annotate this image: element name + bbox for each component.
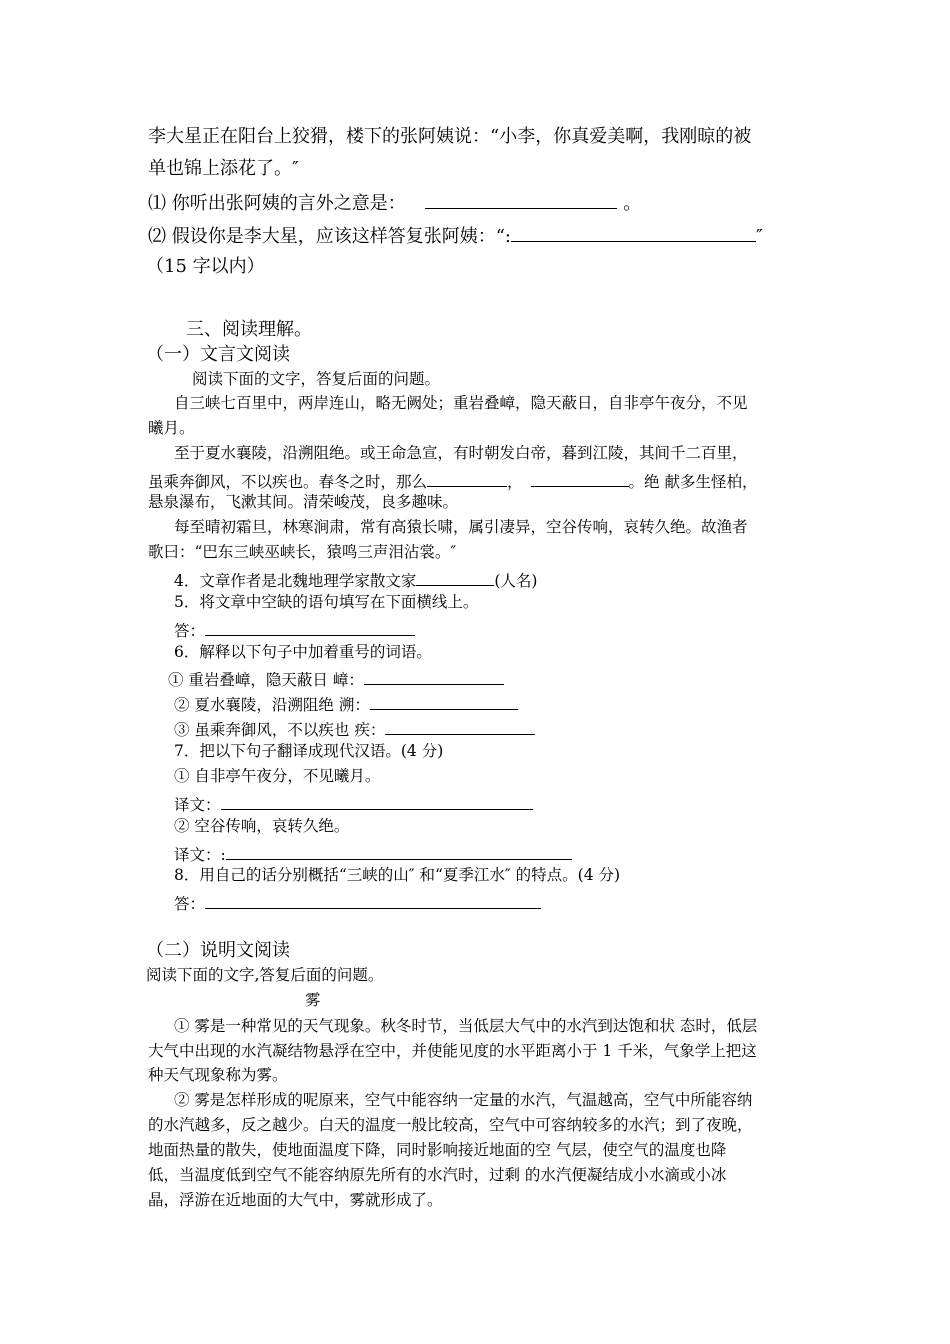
passage-line: 歌曰：“巴东三峡巫峡长，猿鸣三声泪沾裳。″ [148, 543, 457, 561]
question-7: 7．把以下句子翻译成现代汉语。(4 分) [174, 742, 444, 760]
question-5-answer [174, 620, 415, 640]
question-6-item-2 [174, 694, 518, 714]
article-line: 晶，浮游在近地面的大气中，雾就形成了。 [148, 1191, 443, 1209]
question-4-end: (人名) [494, 572, 538, 590]
translation-label: 译文： [174, 796, 221, 814]
passage-text: 虽乘奔御风，不以疾也。春冬之时，那么 [148, 473, 428, 491]
passage-comma: ， [507, 473, 523, 491]
prev-subquestion-2 [148, 226, 763, 246]
article-line: 低，当温度低到空气不能容纳原先所有的水汽时，过剩 的水汽便凝结成小水滴或小冰 [148, 1166, 727, 1184]
question-5: 5．将文章中空缺的语句填写在下面横线上。 [174, 593, 479, 611]
passage-line: 曦月。 [148, 419, 195, 437]
article-line: ② 雾是怎样形成的呢原来，空气中能容纳一定量的水汽，气温越高，空气中所能容纳 [174, 1091, 753, 1109]
question-4 [174, 570, 537, 590]
question-6-item-1-blank[interactable] [364, 669, 504, 685]
question-8-blank[interactable] [205, 893, 541, 909]
question-7-item-1-blank[interactable] [221, 794, 533, 810]
answer-label: 答： [174, 622, 206, 640]
section-title: 三、阅读理解。 [186, 319, 312, 340]
passage-blank-1[interactable] [427, 471, 507, 487]
passage-line: 至于夏水襄陵，沿溯阻绝。或王命急宣，有时朝发白帝，暮到江陵，其间千二百里， [174, 444, 748, 462]
part2-title: （二）说明文阅读 [146, 940, 290, 961]
question-4-blank[interactable] [416, 570, 494, 586]
question-6-item-2-blank[interactable] [370, 694, 518, 710]
subquestion-2-answer-blank[interactable] [511, 226, 756, 242]
passage-line: 每至晴初霜旦，林寒涧肃，常有高猿长啸，属引凄异，空谷传响，哀转久绝。故渔者 [174, 518, 748, 536]
article-line: ① 雾是一种常见的天气现象。秋冬时节，当低层大气中的水汽到达饱和状 态时，低层 [174, 1017, 758, 1035]
question-6-item-3 [174, 719, 535, 739]
passage-blank-2[interactable] [531, 471, 629, 487]
question-4-label: 4．文章作者是北魏地理学家散文家 [174, 572, 417, 590]
question-7-item-1: ① 自非亭午夜分，不见曦月。 [174, 767, 381, 785]
prev-question-text-line2: 单也锦上添花了。″ [148, 158, 299, 179]
passage-text: 。绝 献多生怪柏， [628, 473, 758, 491]
article-title: 雾 [305, 991, 321, 1009]
question-8: 8．用自己的话分别概括“三峡的山″ 和“夏季江水″ 的特点。(4 分) [174, 866, 621, 884]
subquestion-2-end: ″ [756, 226, 763, 247]
subquestion-2-label: ⑵ 假设你是李大星，应该这样答复张阿姨：“: [148, 226, 511, 247]
article-line: 种天气现象称为雾。 [148, 1066, 288, 1084]
question-6-item-3-label: ③ 虽乘奔御风，不以疾也 疾： [174, 721, 386, 739]
question-7-item-2-answer [174, 844, 572, 864]
question-6-item-3-blank[interactable] [385, 719, 535, 735]
passage-line-with-blanks [148, 471, 757, 491]
question-8-answer [174, 893, 541, 913]
part2-instruction: 阅读下面的文字,答复后面的问题。 [146, 966, 384, 984]
question-6-item-1 [168, 669, 504, 689]
question-7-item-2: ② 空谷传响，哀转久绝。 [174, 817, 350, 835]
passage-line: 自三峡七百里中，两岸连山，略无阙处；重岩叠嶂，隐天蔽日，自非亭午夜分，不见 [174, 394, 748, 412]
question-5-blank[interactable] [205, 620, 415, 636]
subquestion-2-note: （15 字以内） [146, 256, 265, 277]
article-line: 大气中出现的水汽凝结物悬浮在空中，并使能见度的水平距离小于 1 千米，气象学上把这 [148, 1042, 757, 1060]
answer-label: 答： [174, 895, 206, 913]
article-line: 地面热量的散失，使地面温度下降，同时影响接近地面的空 气层，使空气的温度也降 [148, 1141, 727, 1159]
article-line: 的水汽越多，反之越少。白天的温度一般比较高，空气中可容纳较多的水汽；到了夜晚， [148, 1116, 753, 1134]
translation-label: 译文：: [174, 846, 226, 864]
prev-question-text-line1: 李大星正在阳台上狡猾，楼下的张阿姨说：“小李，你真爱美啊，我刚晾的被 [148, 126, 752, 147]
question-7-item-1-answer [174, 794, 533, 814]
question-6-item-2-label: ② 夏水襄陵，沿溯阻绝 溯： [174, 696, 370, 714]
passage-line: 悬泉瀑布，飞漱其间。清荣峻茂，良多趣味。 [148, 493, 459, 511]
prev-subquestion-1 [148, 193, 641, 213]
part1-title: （一）文言文阅读 [146, 344, 290, 365]
subquestion-1-answer-blank[interactable] [425, 193, 617, 209]
subquestion-1-label: ⑴ 你听出张阿姨的言外之意是： [148, 193, 406, 214]
part1-instruction: 阅读下面的文字，答复后面的问题。 [192, 370, 441, 388]
subquestion-1-end: 。 [623, 193, 642, 214]
question-6-item-1-label: ① 重岩叠嶂，隐天蔽日 嶂： [168, 671, 364, 689]
question-6: 6．解释以下句子中加着重号的词语。 [174, 643, 432, 661]
question-7-item-2-blank[interactable] [226, 844, 572, 860]
